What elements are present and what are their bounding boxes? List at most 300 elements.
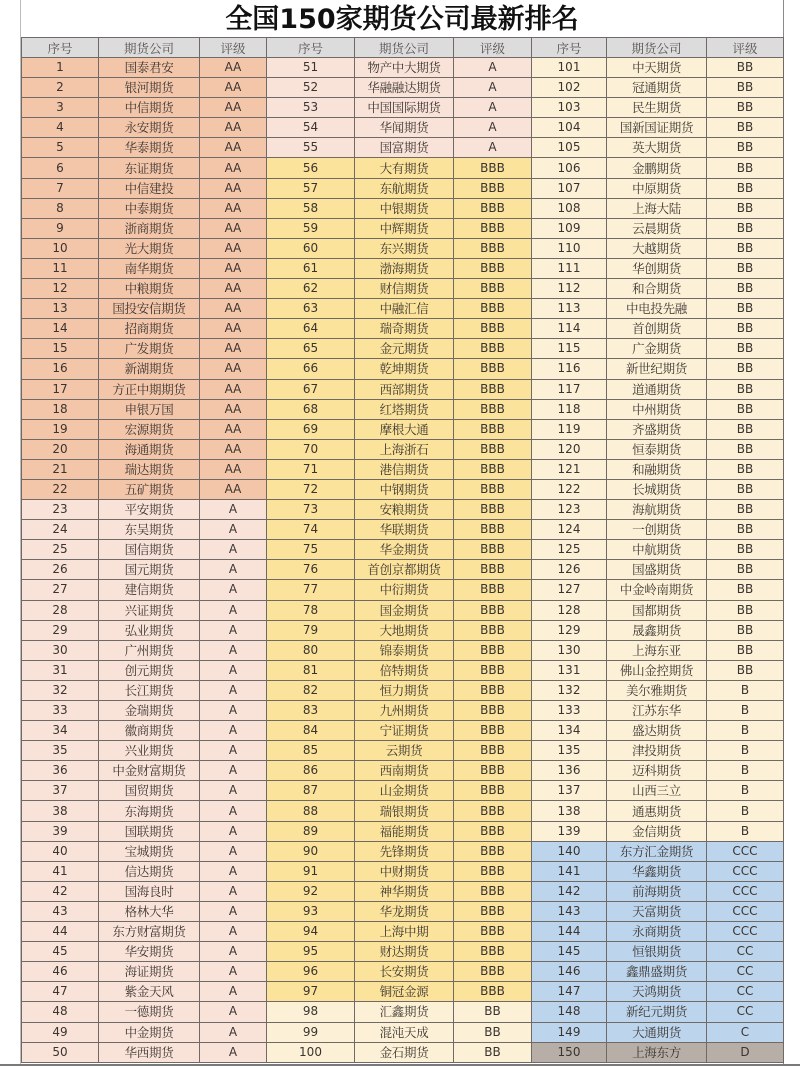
company-name-cell: 国新国证期货: [607, 118, 707, 138]
company-name-cell: 乾坤期货: [355, 359, 454, 379]
company-name-cell: 平安期货: [99, 500, 200, 520]
grade-cell: A: [200, 962, 267, 982]
company-name-cell: 信达期货: [99, 861, 200, 881]
rank-cell: 106: [532, 158, 607, 178]
rank-cell: 87: [267, 781, 355, 801]
company-name-cell: 海证期货: [99, 962, 200, 982]
grade-cell: BB: [707, 580, 784, 600]
company-name-cell: 民生期货: [607, 98, 707, 118]
rank-cell: 104: [532, 118, 607, 138]
grade-cell: A: [200, 801, 267, 821]
grade-cell: CC: [707, 982, 784, 1002]
grade-cell: A: [200, 600, 267, 620]
grade-cell: BB: [707, 540, 784, 560]
company-name-cell: 天富期货: [607, 901, 707, 921]
grade-cell: AA: [200, 58, 267, 78]
company-name-cell: 国都期货: [607, 600, 707, 620]
grade-cell: A: [200, 701, 267, 721]
grade-cell: BB: [707, 640, 784, 660]
grade-cell: CCC: [707, 841, 784, 861]
rank-cell: 127: [532, 580, 607, 600]
rank-cell: 138: [532, 801, 607, 821]
grade-cell: BB: [707, 620, 784, 640]
company-name-cell: 永商期货: [607, 922, 707, 942]
grade-cell: CCC: [707, 901, 784, 921]
rank-cell: 31: [22, 660, 99, 680]
rank-cell: 134: [532, 721, 607, 741]
company-name-cell: 上海浙石: [355, 439, 454, 459]
table-row: [22, 1022, 784, 1042]
rank-cell: 98: [267, 1002, 355, 1022]
table-row: [22, 600, 784, 620]
rank-cell: 74: [267, 520, 355, 540]
grade-cell: BBB: [454, 942, 532, 962]
header-company-2: 期货公司: [355, 38, 454, 58]
table-row: [22, 158, 784, 178]
rank-cell: 125: [532, 540, 607, 560]
company-name-cell: 中金财富期货: [99, 761, 200, 781]
grade-cell: BBB: [454, 580, 532, 600]
rank-cell: 21: [22, 459, 99, 479]
company-name-cell: 华创期货: [607, 258, 707, 278]
grade-cell: BB: [707, 459, 784, 479]
rank-cell: 122: [532, 479, 607, 499]
table-row: [22, 218, 784, 238]
header-rank-1: 序号: [22, 38, 99, 58]
rank-cell: 27: [22, 580, 99, 600]
company-name-cell: 华泰期货: [99, 138, 200, 158]
company-name-cell: 华闻期货: [355, 118, 454, 138]
rank-cell: 55: [267, 138, 355, 158]
rank-cell: 20: [22, 439, 99, 459]
company-name-cell: 东吴期货: [99, 520, 200, 540]
rank-cell: 9: [22, 218, 99, 238]
company-name-cell: 晟鑫期货: [607, 620, 707, 640]
rank-cell: 25: [22, 540, 99, 560]
table-row: [22, 279, 784, 299]
grade-cell: BB: [454, 1022, 532, 1042]
grade-cell: AA: [200, 319, 267, 339]
company-name-cell: 东兴期货: [355, 238, 454, 258]
table-row: [22, 299, 784, 319]
company-name-cell: 上海大陆: [607, 198, 707, 218]
company-name-cell: 中财期货: [355, 861, 454, 881]
rank-cell: 59: [267, 218, 355, 238]
company-name-cell: 山西三立: [607, 781, 707, 801]
grade-cell: AA: [200, 78, 267, 98]
grade-cell: BBB: [454, 821, 532, 841]
ranking-table: [21, 37, 784, 1063]
table-row: [22, 78, 784, 98]
grade-cell: A: [200, 560, 267, 580]
company-name-cell: 恒银期货: [607, 942, 707, 962]
company-name-cell: 金瑞期货: [99, 701, 200, 721]
grade-cell: AA: [200, 399, 267, 419]
company-name-cell: 福能期货: [355, 821, 454, 841]
rank-cell: 45: [22, 942, 99, 962]
company-name-cell: 恒泰期货: [607, 439, 707, 459]
rank-cell: 115: [532, 339, 607, 359]
rank-cell: 110: [532, 238, 607, 258]
company-name-cell: 华鑫期货: [607, 861, 707, 881]
rank-cell: 117: [532, 379, 607, 399]
company-name-cell: 中信期货: [99, 98, 200, 118]
table-row: [22, 922, 784, 942]
grade-cell: A: [200, 640, 267, 660]
rank-cell: 81: [267, 660, 355, 680]
grade-cell: BB: [707, 479, 784, 499]
grade-cell: BB: [707, 359, 784, 379]
rank-cell: 66: [267, 359, 355, 379]
company-name-cell: 五矿期货: [99, 479, 200, 499]
company-name-cell: 上海东方: [607, 1042, 707, 1062]
table-row: [22, 479, 784, 499]
company-name-cell: 新纪元期货: [607, 1002, 707, 1022]
grade-cell: B: [707, 741, 784, 761]
grade-cell: BBB: [454, 901, 532, 921]
company-name-cell: 建信期货: [99, 580, 200, 600]
company-name-cell: 中银期货: [355, 198, 454, 218]
grade-cell: A: [200, 881, 267, 901]
company-name-cell: 新世纪期货: [607, 359, 707, 379]
grade-cell: AA: [200, 258, 267, 278]
company-name-cell: 江苏东华: [607, 701, 707, 721]
company-name-cell: 南华期货: [99, 258, 200, 278]
grade-cell: CCC: [707, 881, 784, 901]
rank-cell: 83: [267, 701, 355, 721]
company-name-cell: 广州期货: [99, 640, 200, 660]
company-name-cell: 中钢期货: [355, 479, 454, 499]
rank-cell: 79: [267, 620, 355, 640]
company-name-cell: 东证期货: [99, 158, 200, 178]
grade-cell: BBB: [454, 319, 532, 339]
company-name-cell: 兴证期货: [99, 600, 200, 620]
company-name-cell: 鑫鼎盛期货: [607, 962, 707, 982]
grade-cell: BBB: [454, 359, 532, 379]
grade-cell: A: [200, 580, 267, 600]
grade-cell: BBB: [454, 540, 532, 560]
rank-cell: 13: [22, 299, 99, 319]
rank-cell: 143: [532, 901, 607, 921]
table-row: [22, 439, 784, 459]
company-name-cell: 英大期货: [607, 138, 707, 158]
rank-cell: 14: [22, 319, 99, 339]
company-name-cell: 物产中大期货: [355, 58, 454, 78]
grade-cell: A: [200, 922, 267, 942]
grade-cell: BBB: [454, 520, 532, 540]
table-row: [22, 761, 784, 781]
company-name-cell: 一德期货: [99, 1002, 200, 1022]
grade-cell: AA: [200, 479, 267, 499]
company-name-cell: 和合期货: [607, 279, 707, 299]
rank-cell: 72: [267, 479, 355, 499]
grade-cell: BBB: [454, 419, 532, 439]
company-name-cell: 广发期货: [99, 339, 200, 359]
table-row: [22, 419, 784, 439]
company-name-cell: 华金期货: [355, 540, 454, 560]
grade-cell: BBB: [454, 801, 532, 821]
company-name-cell: 红塔期货: [355, 399, 454, 419]
table-row: [22, 701, 784, 721]
rank-cell: 43: [22, 901, 99, 921]
company-name-cell: 中泰期货: [99, 198, 200, 218]
rank-cell: 133: [532, 701, 607, 721]
rank-cell: 116: [532, 359, 607, 379]
rank-cell: 92: [267, 881, 355, 901]
company-name-cell: 汇鑫期货: [355, 1002, 454, 1022]
company-name-cell: 华融融达期货: [355, 78, 454, 98]
company-name-cell: 国泰君安: [99, 58, 200, 78]
company-name-cell: 国联期货: [99, 821, 200, 841]
table-row: [22, 520, 784, 540]
company-name-cell: 徽商期货: [99, 721, 200, 741]
rank-cell: 70: [267, 439, 355, 459]
rank-cell: 150: [532, 1042, 607, 1062]
rank-cell: 46: [22, 962, 99, 982]
header-grade-2: 评级: [454, 38, 532, 58]
company-name-cell: 佛山金控期货: [607, 660, 707, 680]
rank-cell: 15: [22, 339, 99, 359]
grade-cell: B: [707, 701, 784, 721]
table-row: [22, 620, 784, 640]
company-name-cell: 中国国际期货: [355, 98, 454, 118]
grade-cell: BBB: [454, 660, 532, 680]
grade-cell: BBB: [454, 399, 532, 419]
rank-cell: 39: [22, 821, 99, 841]
rank-cell: 82: [267, 680, 355, 700]
rank-cell: 52: [267, 78, 355, 98]
company-name-cell: 瑞达期货: [99, 459, 200, 479]
grade-cell: BB: [454, 1002, 532, 1022]
rank-cell: 121: [532, 459, 607, 479]
rank-cell: 93: [267, 901, 355, 921]
company-name-cell: 中粮期货: [99, 279, 200, 299]
grade-cell: A: [454, 98, 532, 118]
rank-cell: 1: [22, 58, 99, 78]
table-row: [22, 58, 784, 78]
rank-cell: 77: [267, 580, 355, 600]
header-company-3: 期货公司: [607, 38, 707, 58]
company-name-cell: 瑞银期货: [355, 801, 454, 821]
rank-cell: 111: [532, 258, 607, 278]
grade-cell: A: [200, 761, 267, 781]
table-row: [22, 500, 784, 520]
rank-cell: 128: [532, 600, 607, 620]
company-name-cell: 申银万国: [99, 399, 200, 419]
grade-cell: AA: [200, 339, 267, 359]
grade-cell: BBB: [454, 841, 532, 861]
company-name-cell: 港信期货: [355, 459, 454, 479]
grade-cell: BBB: [454, 861, 532, 881]
table-row: [22, 138, 784, 158]
grade-cell: BBB: [454, 299, 532, 319]
grade-cell: AA: [200, 178, 267, 198]
rank-cell: 48: [22, 1002, 99, 1022]
company-name-cell: 宁证期货: [355, 721, 454, 741]
grade-cell: BB: [707, 439, 784, 459]
grade-cell: BBB: [454, 500, 532, 520]
rank-cell: 141: [532, 861, 607, 881]
grade-cell: B: [707, 761, 784, 781]
company-name-cell: 混沌天成: [355, 1022, 454, 1042]
company-name-cell: 紫金天风: [99, 982, 200, 1002]
rank-cell: 69: [267, 419, 355, 439]
rank-cell: 19: [22, 419, 99, 439]
company-name-cell: 华安期货: [99, 942, 200, 962]
company-name-cell: 美尔雅期货: [607, 680, 707, 700]
grade-cell: AA: [200, 158, 267, 178]
company-name-cell: 前海期货: [607, 881, 707, 901]
company-name-cell: 中天期货: [607, 58, 707, 78]
header-company-1: 期货公司: [99, 38, 200, 58]
company-name-cell: 金鹏期货: [607, 158, 707, 178]
grade-cell: BBB: [454, 258, 532, 278]
rank-cell: 33: [22, 701, 99, 721]
rank-cell: 90: [267, 841, 355, 861]
rank-cell: 51: [267, 58, 355, 78]
grade-cell: A: [200, 982, 267, 1002]
rank-cell: 94: [267, 922, 355, 942]
table-row: [22, 118, 784, 138]
company-name-cell: 上海中期: [355, 922, 454, 942]
company-name-cell: 大有期货: [355, 158, 454, 178]
rank-cell: 85: [267, 741, 355, 761]
company-name-cell: 招商期货: [99, 319, 200, 339]
grade-cell: BB: [707, 78, 784, 98]
table-row: [22, 680, 784, 700]
rank-cell: 68: [267, 399, 355, 419]
grade-cell: B: [707, 781, 784, 801]
company-name-cell: 铜冠金源: [355, 982, 454, 1002]
grade-cell: B: [707, 801, 784, 821]
grade-cell: AA: [200, 439, 267, 459]
company-name-cell: 华联期货: [355, 520, 454, 540]
grade-cell: CC: [707, 962, 784, 982]
bottom-border: [0, 1064, 800, 1066]
company-name-cell: 西南期货: [355, 761, 454, 781]
rank-cell: 58: [267, 198, 355, 218]
table-row: [22, 861, 784, 881]
rank-cell: 26: [22, 560, 99, 580]
rank-cell: 96: [267, 962, 355, 982]
grade-cell: BB: [707, 660, 784, 680]
grade-cell: AA: [200, 299, 267, 319]
rank-cell: 6: [22, 158, 99, 178]
table-row: [22, 721, 784, 741]
company-name-cell: 中融汇信: [355, 299, 454, 319]
rank-cell: 65: [267, 339, 355, 359]
rank-cell: 124: [532, 520, 607, 540]
grade-cell: A: [200, 660, 267, 680]
rank-cell: 142: [532, 881, 607, 901]
company-name-cell: 大越期货: [607, 238, 707, 258]
rank-cell: 30: [22, 640, 99, 660]
table-row: [22, 580, 784, 600]
rank-cell: 10: [22, 238, 99, 258]
rank-cell: 140: [532, 841, 607, 861]
grade-cell: BB: [707, 58, 784, 78]
grade-cell: BBB: [454, 158, 532, 178]
grade-cell: BBB: [454, 620, 532, 640]
grade-cell: A: [454, 58, 532, 78]
rank-cell: 71: [267, 459, 355, 479]
company-name-cell: 神华期货: [355, 881, 454, 901]
grade-cell: BBB: [454, 439, 532, 459]
grade-cell: A: [200, 821, 267, 841]
grade-cell: BBB: [454, 701, 532, 721]
table-row: [22, 821, 784, 841]
grade-cell: A: [200, 1022, 267, 1042]
rank-cell: 60: [267, 238, 355, 258]
grade-cell: AA: [200, 198, 267, 218]
grade-cell: A: [200, 721, 267, 741]
rank-cell: 105: [532, 138, 607, 158]
rank-cell: 91: [267, 861, 355, 881]
grade-cell: BBB: [454, 379, 532, 399]
grade-cell: CC: [707, 1002, 784, 1022]
rank-cell: 36: [22, 761, 99, 781]
rank-cell: 63: [267, 299, 355, 319]
rank-cell: 144: [532, 922, 607, 942]
grade-cell: BBB: [454, 560, 532, 580]
table-row: [22, 841, 784, 861]
grade-cell: AA: [200, 419, 267, 439]
table-row: [22, 178, 784, 198]
rank-cell: 3: [22, 98, 99, 118]
rank-cell: 76: [267, 560, 355, 580]
table-row: [22, 540, 784, 560]
grade-cell: CC: [707, 942, 784, 962]
grade-cell: BB: [707, 198, 784, 218]
company-name-cell: 格林大华: [99, 901, 200, 921]
table-row: [22, 881, 784, 901]
rank-cell: 23: [22, 500, 99, 520]
company-name-cell: 倍特期货: [355, 660, 454, 680]
grade-cell: BBB: [454, 479, 532, 499]
table-row: [22, 258, 784, 278]
grade-cell: BB: [707, 600, 784, 620]
company-name-cell: 财达期货: [355, 942, 454, 962]
company-name-cell: 金石期货: [355, 1042, 454, 1062]
grade-cell: BBB: [454, 238, 532, 258]
rank-cell: 95: [267, 942, 355, 962]
company-name-cell: 国富期货: [355, 138, 454, 158]
company-name-cell: 首创京都期货: [355, 560, 454, 580]
grade-cell: BBB: [454, 640, 532, 660]
company-name-cell: 浙商期货: [99, 218, 200, 238]
company-name-cell: 一创期货: [607, 520, 707, 540]
company-name-cell: 国投安信期货: [99, 299, 200, 319]
grade-cell: BB: [454, 1042, 532, 1062]
rank-cell: 112: [532, 279, 607, 299]
rank-cell: 42: [22, 881, 99, 901]
rank-cell: 137: [532, 781, 607, 801]
grade-cell: BB: [707, 560, 784, 580]
grade-cell: BBB: [454, 721, 532, 741]
grade-cell: BB: [707, 500, 784, 520]
rank-cell: 7: [22, 178, 99, 198]
company-name-cell: 金信期货: [607, 821, 707, 841]
company-name-cell: 山金期货: [355, 781, 454, 801]
grade-cell: B: [707, 821, 784, 841]
page-title: 全国150家期货公司最新排名: [225, 4, 579, 35]
company-name-cell: 国元期货: [99, 560, 200, 580]
company-name-cell: 方正中期期货: [99, 379, 200, 399]
grade-cell: BBB: [454, 600, 532, 620]
rank-cell: 44: [22, 922, 99, 942]
header-grade-1: 评级: [200, 38, 267, 58]
grade-cell: A: [454, 138, 532, 158]
